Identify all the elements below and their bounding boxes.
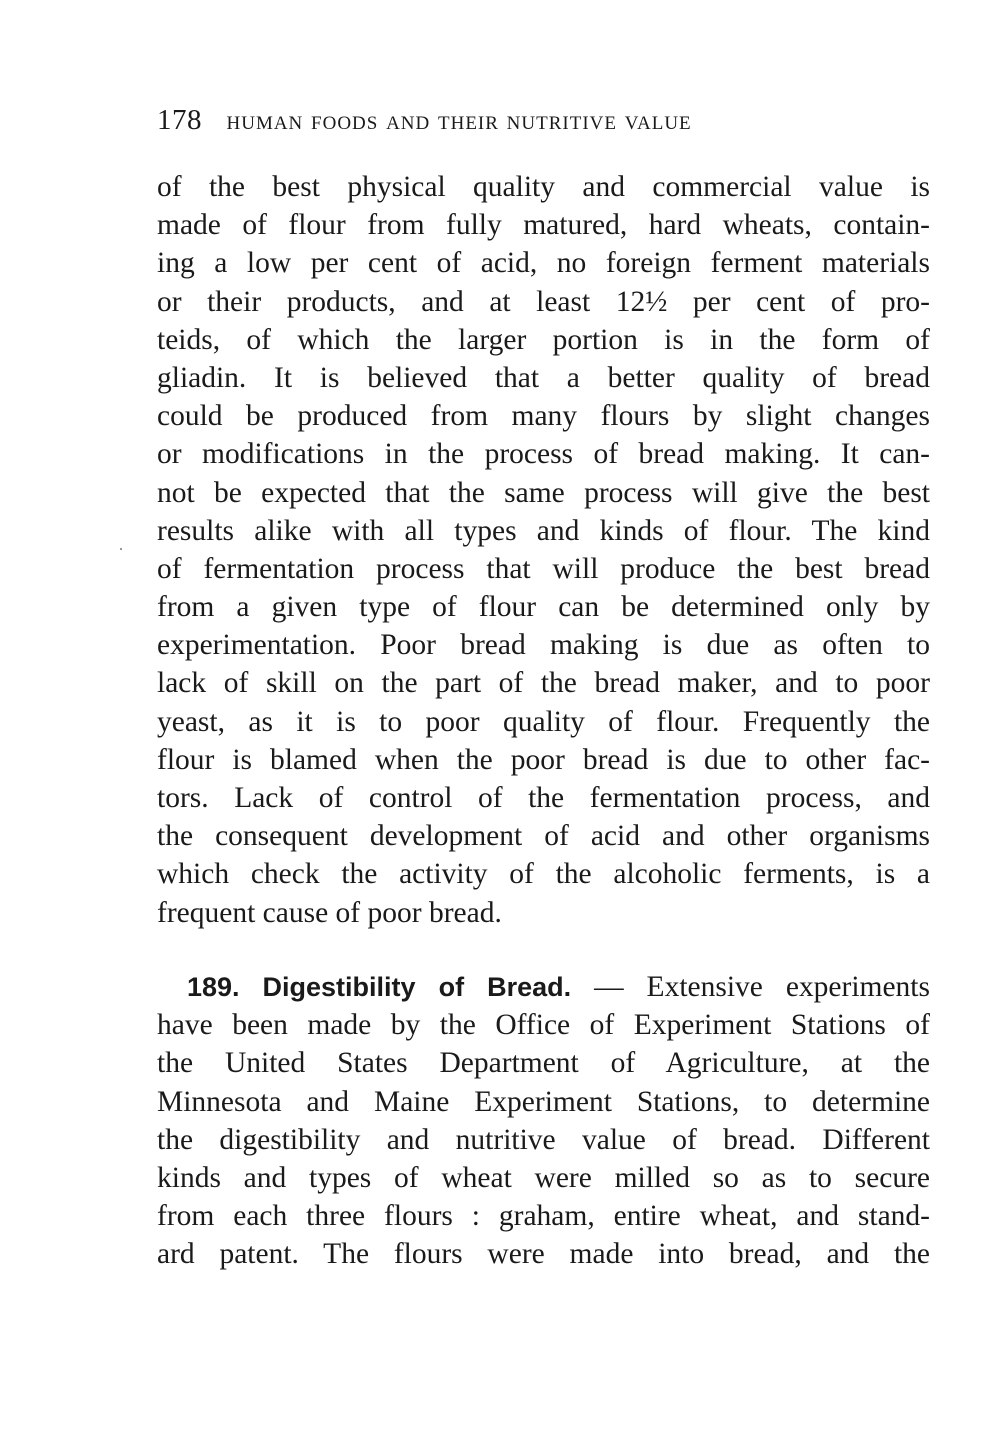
text-line: ard patent. The flours were made into bread, and the	[157, 1238, 930, 1271]
section-title: Digestibility of Bread.	[262, 972, 572, 1002]
section-first-line-text: — Extensive experiments	[571, 971, 930, 1003]
text-line: made of flour from fully matured, hard wheats, contain-	[157, 209, 930, 242]
text-line: the digestibility and nutritive value of bread. Different	[157, 1123, 930, 1156]
text-line: lack of skill on the part of the bread maker, and to poor	[157, 667, 930, 700]
text-line: from each three flours : graham, entire wheat, and stand-	[157, 1200, 930, 1233]
section-number: 189.	[187, 972, 240, 1002]
text-line: Minnesota and Maine Experiment Stations, to determine	[157, 1085, 930, 1118]
text-line: not be expected that the same process will give the best	[157, 476, 930, 509]
running-header	[157, 104, 932, 144]
text-line: flour is blamed when the poor bread is due to other fac-	[157, 743, 930, 776]
text-line: experimentation. Poor bread making is due as often to	[157, 629, 930, 662]
text-line: or their products, and at least 12½ per cent of pro-	[157, 285, 930, 318]
text-line: of the best physical quality and commercial value is	[157, 171, 930, 203]
text-line: yeast, as it is to poor quality of flour. Frequently the	[157, 705, 930, 738]
section-heading-line	[157, 968, 930, 1006]
text-line: the consequent development of acid and other organisms	[157, 820, 930, 853]
running-title: human foods and their nutritive value	[226, 105, 692, 135]
text-line: frequent cause of poor bread.	[157, 896, 502, 929]
page-number: 178	[157, 104, 202, 136]
text-line: the United States Department of Agriculture, at the	[157, 1047, 930, 1080]
text-line: kinds and types of wheat were milled so as to secure	[157, 1161, 930, 1194]
paragraph-continued	[157, 168, 930, 932]
text-line: ing a low per cent of acid, no foreign ferment materials	[157, 247, 930, 280]
text-line: could be produced from many flours by slight changes	[157, 400, 930, 433]
text-line: gliadin. It is believed that a better quality of bread	[157, 361, 930, 394]
text-line: from a given type of flour can be determined only by	[157, 591, 930, 624]
text-line: teids, of which the larger portion is in the form of	[157, 323, 930, 356]
text-line: tors. Lack of control of the fermentation process, and	[157, 782, 930, 814]
section-189	[157, 968, 930, 1274]
text-line: or modifications in the process of bread making. It can-	[157, 438, 930, 471]
text-line: which check the activity of the alcoholic ferments, is a	[157, 858, 930, 891]
text-line: results alike with all types and kinds of flour. The kind	[157, 514, 930, 547]
margin-speck	[120, 548, 122, 550]
text-line: of fermentation process that will produce the best bread	[157, 552, 930, 585]
text-line: have been made by the Office of Experiment Stations of	[157, 1009, 930, 1042]
